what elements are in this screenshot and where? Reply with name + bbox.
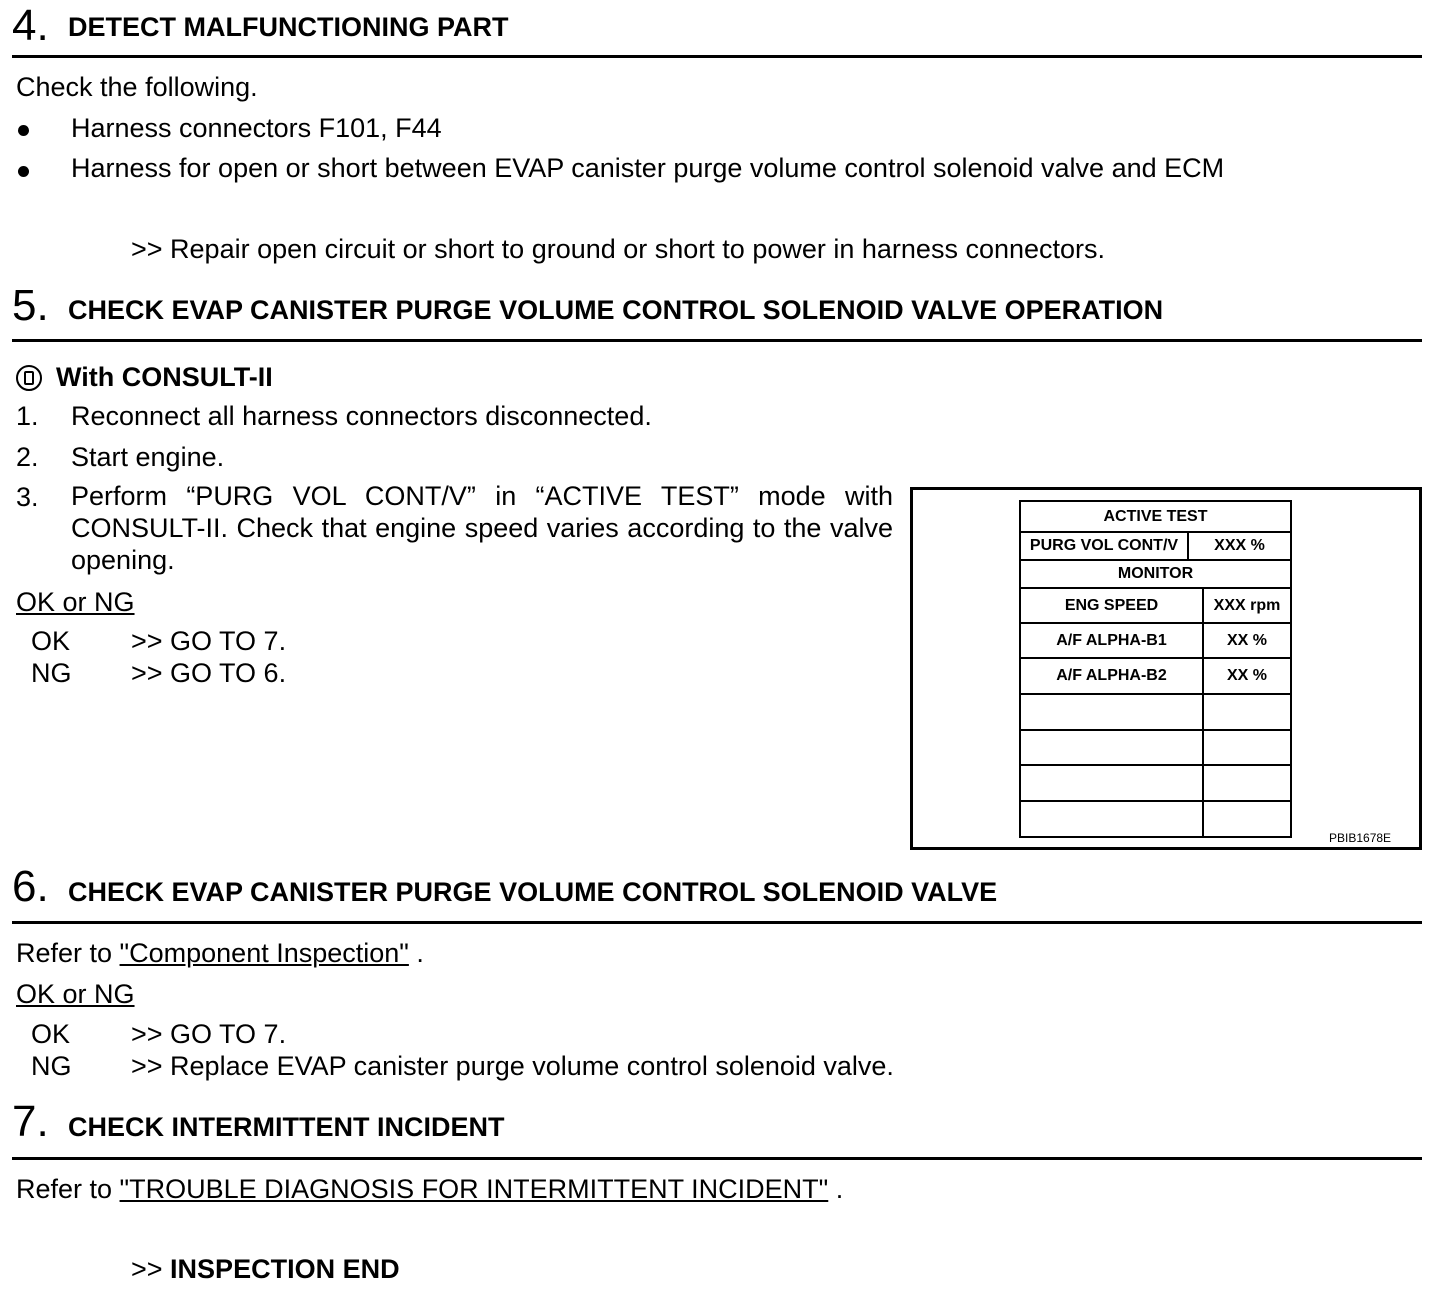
- step-7-refer: [16, 1176, 843, 1203]
- ok-or-ng-label: OK or NG: [16, 979, 135, 1009]
- result-ng-action: >> Replace EVAP canister purge volume control solenoid valve.: [131, 1051, 894, 1081]
- with-consult-label: With CONSULT-II: [56, 362, 273, 392]
- step-5-item-1-text: Reconnect all harness connectors disconnected.: [71, 401, 652, 431]
- result-ok-label: OK: [31, 626, 71, 656]
- screen-row-label: A/F ALPHA-B2: [1056, 667, 1167, 684]
- step-5-item-2-num: 2.: [16, 442, 39, 472]
- step-7-number: 7.: [12, 1097, 49, 1146]
- result-ng-label: NG: [31, 1051, 72, 1081]
- step-5-title: CHECK EVAP CANISTER PURGE VOLUME CONTROL SOLENOID VALVE OPERATION: [68, 295, 1164, 325]
- step-4-number: 4.: [12, 1, 49, 50]
- screen-header: ACTIVE TEST: [1103, 508, 1208, 525]
- step-4-divider: [12, 55, 1422, 58]
- refer-prefix: Refer to: [16, 938, 120, 968]
- screen-monitor-label: MONITOR: [1117, 565, 1194, 582]
- step-5-item-1-num: 1.: [16, 401, 39, 431]
- step-5-item-3-text: Perform “PURG VOL CONT/V” in “ACTIVE TEST” mode with CONSULT-II. Check that engine speed varies according to the valve opening.: [71, 481, 893, 575]
- screen-item-value: XXX %: [1214, 537, 1265, 554]
- step-7-divider: [12, 1157, 1422, 1160]
- screen-row-label: A/F ALPHA-B1: [1056, 632, 1167, 649]
- trouble-diagnosis-link[interactable]: "TROUBLE DIAGNOSIS FOR INTERMITTENT INCIDENT": [119, 1174, 829, 1204]
- step-5-item-2-text: Start engine.: [71, 442, 225, 472]
- result-ng-label: NG: [31, 658, 72, 688]
- step-5-item-3-num: 3.: [16, 482, 39, 512]
- ok-or-ng-label: OK or NG: [16, 587, 135, 617]
- bullet-icon: [18, 125, 29, 136]
- step-6-refer: [16, 940, 424, 967]
- step-4-bullet-2: Harness for open or short between EVAP canister purge volume control solenoid valve and ECM: [71, 153, 1225, 183]
- consult-screen: [1019, 500, 1292, 838]
- refer-prefix: Refer to: [16, 1174, 120, 1204]
- screen-row-label: ENG SPEED: [1064, 597, 1159, 614]
- component-inspection-link[interactable]: "Component Inspection": [119, 938, 409, 968]
- inspection-end: [131, 1256, 400, 1283]
- refer-suffix: .: [408, 938, 424, 968]
- step-4-action: >> Repair open circuit or short to ground or short to power in harness connectors.: [131, 234, 1106, 264]
- step-4-intro: Check the following.: [16, 72, 258, 102]
- result-ok-label: OK: [31, 1019, 71, 1049]
- step-6-number: 6.: [12, 862, 49, 911]
- bullet-icon: [18, 166, 29, 177]
- result-ok-action: >> GO TO 7.: [131, 1019, 287, 1049]
- step-4-title: DETECT MALFUNCTIONING PART: [68, 12, 509, 42]
- step-6-divider: [12, 921, 1422, 924]
- inspection-end-text: INSPECTION END: [170, 1254, 400, 1284]
- result-ng-action: >> GO TO 6.: [131, 658, 287, 688]
- consult-ii-icon: [16, 365, 42, 391]
- step-5-number: 5.: [12, 281, 49, 330]
- step-7-title: CHECK INTERMITTENT INCIDENT: [68, 1112, 505, 1142]
- screen-row-value: XX %: [1226, 667, 1267, 684]
- step-5-divider: [12, 339, 1422, 342]
- screen-row-value: XX %: [1226, 632, 1267, 649]
- refer-suffix: .: [828, 1174, 844, 1204]
- inspection-end-prefix: >>: [131, 1254, 171, 1284]
- step-4-bullet-1: Harness connectors F101, F44: [71, 113, 442, 143]
- screen-item-label: PURG VOL CONT/V: [1029, 537, 1179, 554]
- active-test-figure: [910, 487, 1422, 850]
- screen-row-value: XXX rpm: [1213, 597, 1281, 614]
- figure-id: PBIB1678E: [1329, 831, 1392, 845]
- step-6-title: CHECK EVAP CANISTER PURGE VOLUME CONTROL SOLENOID VALVE: [68, 877, 998, 907]
- result-ok-action: >> GO TO 7.: [131, 626, 287, 656]
